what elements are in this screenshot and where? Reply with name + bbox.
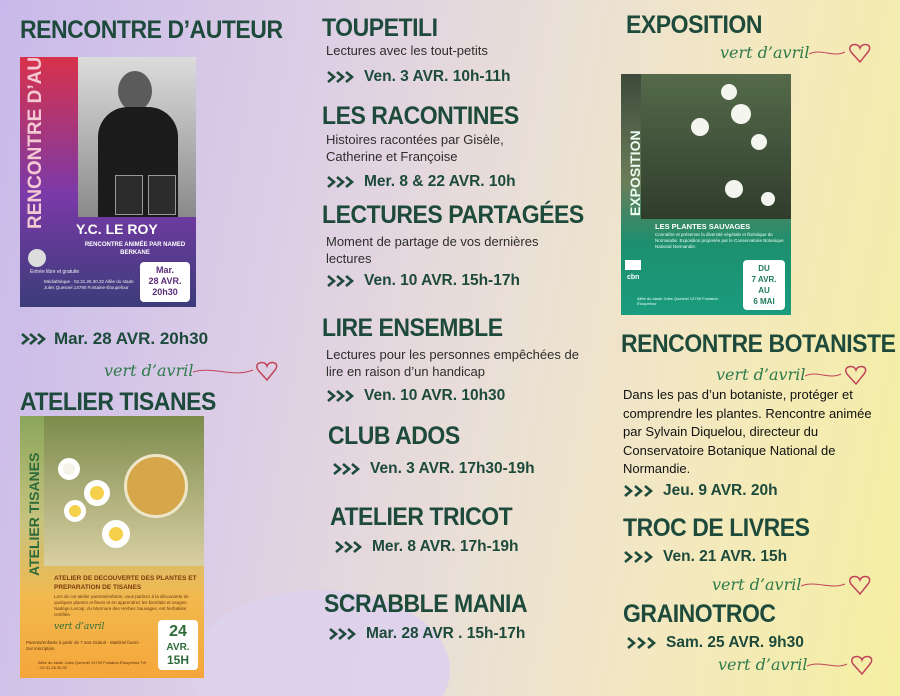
event-date: Ven. 10 AVR. 15h-17h [326, 272, 520, 290]
vert-davril-brand: vert d’avril [104, 356, 283, 384]
exposition-poster[interactable] [621, 74, 791, 315]
poster-brand: vert d’avril [54, 622, 105, 632]
poster-body: Connaître et préserver la diversité végétale et floristique de Normandie. Exposition proposée par le Conservatoire Botanique National Normandie. [655, 232, 784, 249]
rencontre-botaniste-desc: Dans les pas d’un botaniste, protéger et comprendre les plantes. Rencontre animée par Sylvain Diquelou, directeur du Conservatoire Botanique National de Normandie. [623, 387, 872, 476]
poster-cbn-logo: cbn [627, 274, 640, 281]
poster-vertical-title: EXPOSITION [627, 130, 643, 216]
triple-chevron-icon [332, 462, 364, 476]
triple-chevron-icon [623, 484, 657, 498]
vert-davril-brand: vert d’avril [720, 38, 875, 66]
poster-logo-icon [625, 260, 641, 270]
vert-davril-brand: vert d’avril [718, 650, 879, 678]
triple-chevron-icon [20, 332, 48, 346]
poster-logo-icon [28, 249, 46, 267]
event-description: Histoires racontées par Gisèle, Catherine et Françoise [326, 132, 504, 164]
triple-chevron-icon [623, 550, 657, 564]
poster-address: Allée du stade Jules Quesnel 14790 Fontaine-Étoupefour [637, 296, 720, 306]
poster-heading: LES PLANTES SAUVAGES [655, 222, 751, 231]
event-date: Mar. 28 AVR . 15h-17h [328, 625, 525, 643]
triple-chevron-icon [326, 274, 358, 288]
atelier-tisanes-title: ATELIER TISANES [20, 388, 216, 416]
event-date: Ven. 10 AVR. 10h30 [326, 387, 505, 405]
grainotroc-date: Sam. 25 AVR. 9h30 [626, 634, 804, 652]
poster-entry: Entrée libre et gratuite [30, 269, 80, 275]
event-description: Lectures pour les personnes empêchées de lire en raison d’un handicap [326, 347, 579, 379]
poster-address: Allée du stade Jules Quesnel 14790 Fontaine-Étoupefour Tél : 02.31.26.30.32 [38, 660, 147, 670]
event-title: CLUB ADOS [328, 422, 460, 450]
triple-chevron-icon [328, 627, 360, 641]
rencontre-auteur-poster[interactable] [20, 57, 196, 307]
event-description: Moment de partage de vos dernières lectures [326, 234, 539, 266]
grainotroc-title: GRAINOTROC [623, 600, 776, 628]
poster-date-badge: DU 7 AVR. AU 6 MAI [743, 260, 785, 310]
triple-chevron-icon [326, 175, 358, 189]
poster-info: Parents/enfants à partir de 7 ans Gratuit · Matériel fourni · Sur inscription [26, 640, 142, 651]
event-date: Mer. 8 & 22 AVR. 10h [326, 173, 516, 191]
troc-livres-title: TROC DE LIVRES [623, 514, 810, 542]
poster-vertical-title [26, 169, 45, 229]
rencontre-botaniste-date: Jeu. 9 AVR. 20h [623, 482, 778, 500]
triple-chevron-icon [626, 636, 660, 650]
vert-davril-brand: vert d’avril [712, 570, 877, 598]
event-title: ATELIER TRICOT [330, 503, 513, 531]
event-date: Ven. 3 AVR. 10h-11h [326, 68, 510, 86]
poster-body: Lors de cet atelier parents/enfants, vous partirez à la découverte de quelques plantes et fleurs et en apprendrez les bienfaits et usages. Nadège Lecoqr, du Murmure des Herbes Sauvages, est herbaliste certifiée. [54, 594, 189, 617]
atelier-tisanes-poster[interactable]: ATELIER TISANES ATELIER DE DECOUVERTE DES PLANTES ET PREPARATION DE TISANES Lors de cet atelier parents/enfants, vous partirez à la découverte de quelques plantes et fleurs et en apprendrez les bienfaits et usages. Nadège Lecoqr, du Murmure des Herbes Sauvages, est herbaliste certifiée. vert d’avril Parents/enfants à partir de 7 ans Gratuit · Matériel fourni · Sur inscription Allée du stade Jules Quesnel 14790 Fontaine-Étoupefour Tél : 02.31.26.30.32 24 AVR. 15H [20, 416, 204, 678]
author-photo [78, 57, 196, 217]
troc-livres-date: Ven. 21 AVR. 15h [623, 548, 787, 566]
triple-chevron-icon [326, 70, 358, 84]
poster-date-badge: 24 AVR. 15H [158, 620, 198, 670]
rencontre-auteur-title: RENCONTRE D’AUTEUR [20, 16, 283, 44]
poster-animated-by: RENCONTRE ANIMÉE PAR NAMED BERKANE [84, 242, 186, 256]
event-title: LES RACONTINES [322, 102, 519, 130]
event-title: SCRABBLE MANIA [324, 590, 528, 618]
event-title: LIRE ENSEMBLE [322, 314, 503, 342]
triple-chevron-icon [334, 540, 366, 554]
exposition-title: EXPOSITION [626, 11, 762, 39]
poster-venue: Médiathèque · 02.31.26.30.32 Allée du stade Jules Quesnel 14790 Fontaine-Étoupefour [44, 279, 134, 290]
rencontre-botaniste-title: RENCONTRE BOTANISTE [621, 330, 896, 358]
poster-date-badge: Mar. 28 AVR. 20h30 [140, 262, 190, 302]
poster-heading: ATELIER DE DECOUVERTE DES PLANTES ET PREPARATION DE TISANES [54, 575, 197, 591]
event-description: Lectures avec les tout-petits [326, 43, 488, 58]
poster-author-name: Y.C. LE ROY [76, 221, 158, 237]
tea-cup [124, 454, 188, 518]
triple-chevron-icon [326, 389, 358, 403]
event-date: Ven. 3 AVR. 17h30-19h [332, 460, 535, 478]
event-date: Mer. 8 AVR. 17h-19h [334, 538, 518, 556]
event-title: TOUPETILI [322, 14, 438, 42]
event-title: LECTURES PARTAGÉES [322, 201, 584, 229]
vert-davril-brand: vert d’avril [716, 360, 871, 388]
rencontre-auteur-date: Mar. 28 AVR. 20h30 [20, 329, 208, 349]
